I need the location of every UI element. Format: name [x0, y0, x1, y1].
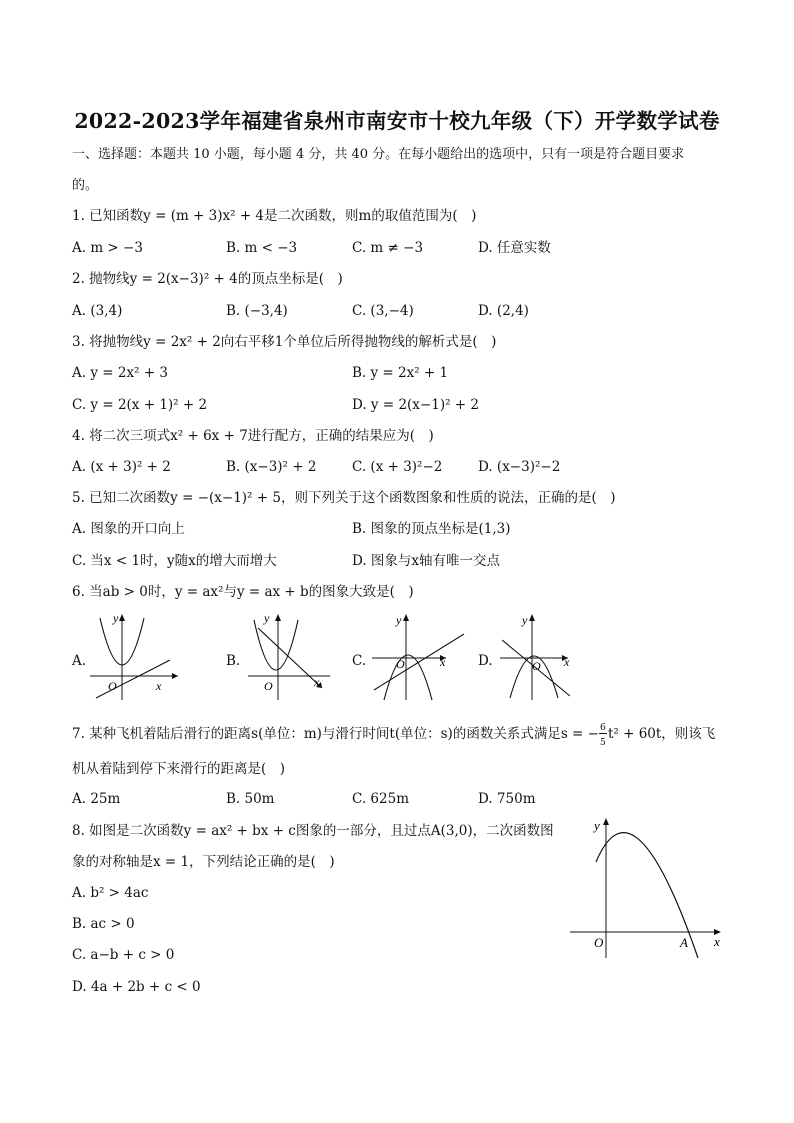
q6d-x-label: x	[564, 655, 570, 669]
q6d-y-label: y	[522, 613, 528, 627]
q1-option-d: D. 任意实数	[478, 240, 551, 256]
q6a-x-label: x	[156, 679, 162, 693]
q6d-origin-label: O	[532, 659, 541, 673]
q1-option-a: A. m > −3	[72, 240, 143, 256]
q6c-origin-label: O	[396, 657, 405, 671]
q6b-origin-label: O	[264, 679, 273, 693]
q4-option-a: A. (x + 3)² + 2	[72, 459, 171, 475]
q7-frac-num: 6	[599, 722, 606, 733]
q6-graph-d	[496, 610, 580, 702]
q5-option-a: A. 图象的开口向上	[72, 521, 185, 537]
q8-point-a-label: A	[680, 935, 688, 950]
q7-option-b: B. 50m	[226, 791, 275, 807]
q8-option-c: C. a−b + c > 0	[72, 947, 175, 963]
question-5-stem: 5. 已知二次函数y = −(x−1)² + 5，则下列关于这个函数图象和性质的说法，正确的是( )	[72, 490, 616, 506]
question-8-stem: 8. 如图是二次函数y = ax² + bx + c图象的一部分，且过点A(3,0)，二次函数图	[72, 823, 554, 839]
q3-option-c: C. y = 2(x + 1)² + 2	[72, 397, 208, 413]
q6b-y-label: y	[264, 611, 270, 625]
q4-option-d: D. (x−3)²−2	[478, 459, 561, 475]
question-7-stem-cont: 机从着陆到停下来滑行的距离是( )	[72, 761, 286, 777]
q8-option-b: B. ac > 0	[72, 916, 135, 932]
q2-option-a: A. (3,4)	[72, 303, 123, 319]
q5-option-b: B. 图象的顶点坐标是(1,3)	[352, 521, 511, 537]
q7-stem-part1: 7. 某种飞机着陆后滑行的距离s(单位：m)与滑行时间t(单位：s)的函数关系式满足s = −	[72, 726, 599, 742]
question-4-stem: 4. 将二次三项式x² + 6x + 7进行配方，正确的结果应为( )	[72, 428, 434, 444]
q6b-x-label: x	[314, 675, 320, 689]
q7-option-d: D. 750m	[478, 791, 536, 807]
q8-x-label: x	[714, 934, 720, 949]
q6-graph-b	[244, 610, 334, 702]
q4-option-b: B. (x−3)² + 2	[226, 459, 317, 475]
question-3-stem: 3. 将抛物线y = 2x² + 2向右平移1个单位后所得抛物线的解析式是( )	[72, 334, 497, 350]
q6-option-a-label: A.	[72, 653, 87, 669]
q3-option-b: B. y = 2x² + 1	[352, 365, 449, 381]
q6c-x-label: x	[440, 655, 446, 669]
q1-option-c: C. m ≠ −3	[352, 240, 424, 256]
q8-graph	[566, 812, 726, 962]
question-7-stem	[72, 722, 716, 748]
q2-option-c: C. (3,−4)	[352, 303, 414, 319]
q8-option-d: D. 4a + 2b + c < 0	[72, 979, 201, 995]
q6-option-b-label: B.	[226, 653, 241, 669]
q6-option-c-label: C.	[352, 653, 367, 669]
q6-graph-c	[368, 610, 468, 702]
q3-option-a: A. y = 2x² + 3	[72, 365, 168, 381]
section-heading: 一、选择题：本题共 10 小题，每小题 4 分，共 40 分。在每小题给出的选项中，只有一项是符合题目要求	[72, 147, 685, 162]
q2-option-d: D. (2,4)	[478, 303, 529, 319]
q6a-y-label: y	[113, 611, 119, 625]
q3-option-d: D. y = 2(x−1)² + 2	[352, 397, 479, 413]
question-2-stem: 2. 抛物线y = 2(x−3)² + 4的顶点坐标是( )	[72, 271, 343, 287]
q8-origin-label: O	[594, 935, 604, 950]
q5-option-c: C. 当x < 1时，y随x的增大而增大	[72, 553, 277, 569]
q4-option-c: C. (x + 3)²−2	[352, 459, 443, 475]
q1-option-b: B. m < −3	[226, 240, 298, 256]
q7-stem-part2: t² + 60t，则该飞	[607, 726, 716, 742]
q8-y-label: y	[594, 818, 600, 833]
q6-option-d-label: D.	[478, 653, 493, 669]
question-8-stem-cont: 象的对称轴是x = 1，下列结论正确的是( )	[72, 854, 335, 870]
q5-option-d: D. 图象与x轴有唯一交点	[352, 553, 501, 569]
q6c-y-label: y	[396, 613, 402, 627]
page-title: 2022-2023学年福建省泉州市南安市十校九年级（下）开学数学试卷	[74, 109, 720, 133]
q7-option-a: A. 25m	[72, 791, 121, 807]
q8-option-a: A. b² > 4ac	[72, 885, 149, 901]
q7-fraction	[599, 722, 608, 748]
q6a-origin-label: O	[108, 679, 117, 693]
question-1-stem: 1. 已知函数y = (m + 3)x² + 4是二次函数，则m的取值范围为( )	[72, 208, 477, 224]
section-heading-cont: 的。	[72, 178, 99, 193]
question-6-stem: 6. 当ab > 0时，y = ax²与y = ax + b的图象大致是( )	[72, 584, 414, 600]
q7-option-c: C. 625m	[352, 791, 409, 807]
q7-frac-den: 5	[599, 737, 606, 748]
q6-graph-a	[86, 610, 182, 702]
q2-option-b: B. (−3,4)	[226, 303, 288, 319]
